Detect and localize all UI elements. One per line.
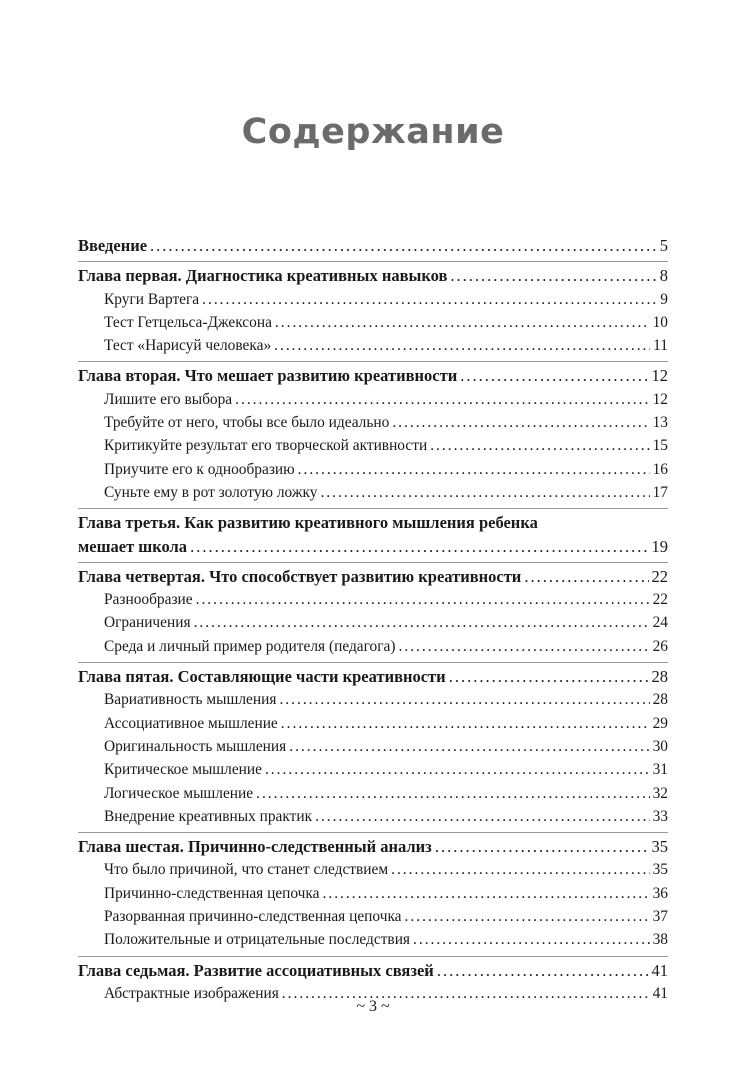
toc-entry-label: Суньте ему в рот золотую ложку <box>104 483 318 501</box>
toc-section-entry[interactable] <box>78 334 668 357</box>
toc-page-number: 30 <box>652 737 668 755</box>
toc-leader-dots <box>430 434 649 457</box>
toc-section-entry[interactable] <box>78 311 668 334</box>
toc-entry-label: Вариативность мышления <box>104 691 277 709</box>
toc-section-entry[interactable] <box>78 288 668 311</box>
toc-page-number: 24 <box>652 614 668 632</box>
toc-section-entry[interactable] <box>78 882 668 905</box>
toc-leader-dots <box>405 905 650 928</box>
toc-section-entry[interactable] <box>78 805 668 828</box>
toc-entry-label: Глава шестая. Причинно-следственный анализ <box>78 837 432 857</box>
toc-leader-dots <box>437 959 649 982</box>
toc-leader-dots <box>460 364 648 387</box>
toc-leader-dots <box>320 481 649 504</box>
toc-page-number: 12 <box>652 390 668 408</box>
toc-entry-label: Круги Вартега <box>104 290 200 308</box>
toc-chapter-entry[interactable] <box>78 665 668 688</box>
toc-page-number: 19 <box>651 536 668 556</box>
toc-entry-label: Глава четвертая. Что способствует развитию креативности <box>78 566 522 586</box>
toc-page-number: 16 <box>652 460 668 478</box>
toc-leader-dots <box>202 288 657 311</box>
page-title: Содержание <box>241 112 505 152</box>
toc-leader-dots <box>275 311 650 334</box>
toc-chapter-entry[interactable] <box>78 511 668 534</box>
toc-leader-dots <box>315 805 650 828</box>
chapter-separator <box>78 261 668 262</box>
toc-leader-dots <box>298 458 650 481</box>
toc-leader-dots <box>265 758 650 781</box>
toc-section-entry[interactable] <box>78 688 668 711</box>
toc-page-number: 17 <box>652 483 668 501</box>
toc-entry-label: Глава пятая. Составляющие части креативности <box>78 667 446 687</box>
toc-entry-label: Что было причиной, что станет следствием <box>104 861 389 879</box>
toc-section-entry[interactable] <box>78 735 668 758</box>
toc-page-number: 35 <box>652 861 668 879</box>
toc-chapter-entry[interactable] <box>78 959 668 982</box>
toc-page-number: 13 <box>652 414 668 432</box>
toc-entry-label: Разнообразие <box>104 591 193 609</box>
toc-page-number: 22 <box>651 566 668 586</box>
toc-chapter-entry[interactable] <box>78 565 668 588</box>
toc-leader-dots <box>449 665 649 688</box>
toc-entry-label: Логическое мышление <box>104 784 254 802</box>
toc-entry-label: Введение <box>78 236 148 255</box>
toc-leader-dots <box>524 565 648 588</box>
chapter-separator <box>78 662 668 663</box>
toc-page-number: 8 <box>659 266 668 286</box>
toc-page-number: 28 <box>652 691 668 709</box>
toc-leader-dots <box>256 782 650 805</box>
toc-entry-label: Положительные и отрицательные последствия <box>104 931 411 949</box>
toc-leader-dots <box>281 712 650 735</box>
toc-entry-label: Причинно-следственная цепочка <box>104 884 320 902</box>
chapter-separator <box>78 508 668 509</box>
toc-section-entry[interactable] <box>78 481 668 504</box>
toc-leader-dots <box>323 882 650 905</box>
toc-leader-dots <box>435 835 649 858</box>
toc-entry-label: Глава первая. Диагностика креативных навыков <box>78 266 448 286</box>
toc-page-number: 37 <box>652 908 668 926</box>
toc-entry-label: Лишите его выбора <box>104 390 233 408</box>
toc-leader-dots <box>279 688 649 711</box>
toc-leader-dots <box>190 535 648 558</box>
toc-leader-dots <box>274 334 650 357</box>
toc-section-entry[interactable] <box>78 458 668 481</box>
toc-page-number: 29 <box>652 714 668 732</box>
chapter-separator <box>78 832 668 833</box>
toc-page-number: 12 <box>651 366 668 386</box>
toc-entry-label: Критическое мышление <box>104 761 262 779</box>
toc-section-entry[interactable] <box>78 712 668 735</box>
toc-leader-dots <box>399 635 650 658</box>
toc-section-entry[interactable] <box>78 611 668 634</box>
toc-leader-dots <box>450 264 656 287</box>
toc-page-number: 36 <box>652 884 668 902</box>
page-number-footer: ~ 3 ~ <box>356 998 390 1015</box>
toc-entry-label: Глава седьмая. Развитие ассоциативных связей <box>78 960 434 980</box>
chapter-separator <box>78 956 668 957</box>
toc-entry-label: Требуйте от него, чтобы все было идеально <box>104 414 390 432</box>
toc-leader-dots <box>289 735 649 758</box>
toc-page-number: 11 <box>653 337 668 355</box>
toc-leader-dots <box>150 234 657 257</box>
toc-entry-label: Тест Гетцельса-Джексона <box>104 313 272 331</box>
toc-entry-label: Приучите его к однообразию <box>104 460 295 478</box>
toc-page-number: 41 <box>651 960 668 980</box>
toc-entry-label: Тест «Нарисуй человека» <box>104 337 272 355</box>
toc-section-entry[interactable] <box>78 782 668 805</box>
toc-entry-label: Глава третья. Как развитию креативного мышления ребенка <box>78 513 538 533</box>
table-of-contents <box>78 234 668 1005</box>
toc-page-number: 28 <box>651 667 668 687</box>
toc-chapter-entry[interactable] <box>78 835 668 858</box>
chapter-separator <box>78 562 668 563</box>
toc-page-number: 38 <box>652 931 668 949</box>
toc-page-number: 35 <box>651 837 668 857</box>
toc-entry-label: Критикуйте результат его творческой активности <box>104 437 428 455</box>
toc-entry-label: Разорванная причинно-следственная цепочка <box>104 908 402 926</box>
toc-entry-label: Абстрактные изображения <box>104 984 279 1002</box>
toc-leader-dots <box>392 411 649 434</box>
toc-entry-label: Оригинальность мышления <box>104 737 287 755</box>
toc-entry-label: Ограничения <box>104 614 191 632</box>
toc-page-number: 26 <box>652 637 668 655</box>
toc-page-number: 31 <box>652 761 668 779</box>
toc-section-entry[interactable] <box>78 434 668 457</box>
toc-page-number: 41 <box>652 984 668 1002</box>
toc-chapter-entry[interactable] <box>78 234 668 257</box>
toc-leader-dots <box>413 928 650 951</box>
toc-section-entry[interactable] <box>78 388 668 411</box>
toc-leader-dots <box>391 858 650 881</box>
toc-page-number: 33 <box>652 807 668 825</box>
toc-entry-label: мешает школа <box>78 536 188 556</box>
toc-page-number: 9 <box>660 290 668 308</box>
toc-page-number: 15 <box>652 437 668 455</box>
toc-chapter-entry[interactable] <box>78 364 668 387</box>
toc-section-entry[interactable] <box>78 758 668 781</box>
toc-page-number: 5 <box>659 236 668 255</box>
toc-leader-dots <box>194 611 650 634</box>
toc-entry-label: Глава вторая. Что мешает развитию креативности <box>78 366 458 386</box>
toc-entry-label: Внедрение креативных практик <box>104 807 313 825</box>
toc-section-entry[interactable] <box>78 635 668 658</box>
toc-entry-label: Среда и личный пример родителя (педагога) <box>104 637 396 655</box>
toc-leader-dots <box>196 588 650 611</box>
toc-chapter-entry[interactable] <box>78 264 668 287</box>
toc-section-entry[interactable] <box>78 411 668 434</box>
toc-page-number: 10 <box>652 313 668 331</box>
toc-section-entry[interactable] <box>78 928 668 951</box>
toc-section-entry[interactable] <box>78 588 668 611</box>
toc-page-number: 32 <box>652 784 668 802</box>
toc-page-number: 22 <box>652 591 668 609</box>
toc-chapter-entry[interactable] <box>78 535 668 558</box>
toc-section-entry[interactable] <box>78 858 668 881</box>
toc-leader-dots <box>235 388 649 411</box>
toc-section-entry[interactable] <box>78 905 668 928</box>
chapter-separator <box>78 361 668 362</box>
toc-entry-label: Ассоциативное мышление <box>104 714 278 732</box>
